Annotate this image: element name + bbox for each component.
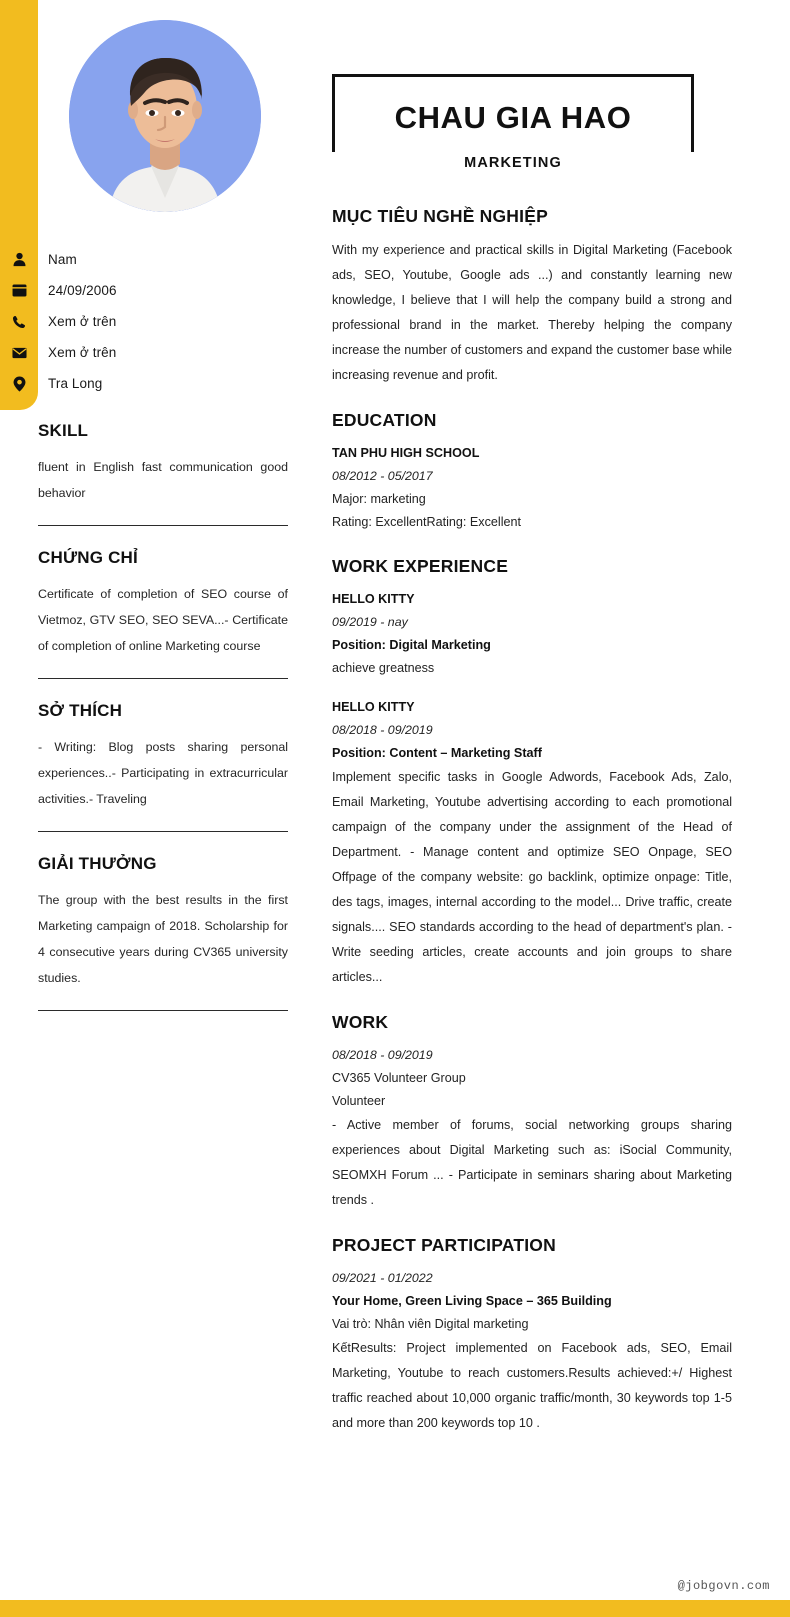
section-education — [332, 410, 732, 534]
education-entry — [332, 442, 732, 534]
section-heading-project: PROJECT PARTICIPATION — [332, 1235, 556, 1255]
volunteer-role: Volunteer — [332, 1094, 386, 1108]
work-entry — [332, 1044, 732, 1213]
section-heading-awards: GIẢI THƯỞNG — [38, 854, 157, 873]
work-org: HELLO KITTY — [332, 700, 415, 714]
section-skill — [0, 421, 304, 506]
contact-value-gender: Nam — [48, 252, 77, 267]
section-project-participation — [332, 1235, 732, 1436]
work-dates: 09/2019 - nay — [332, 615, 408, 629]
section-heading-work: WORK — [332, 1012, 389, 1032]
work-description: achieve greatness — [332, 661, 435, 675]
portrait-photo — [69, 20, 261, 212]
avatar-container — [0, 0, 320, 232]
volunteer-description: - Active member of forums, social networking groups sharing experiences about Digital Marketing such as: iSocial Community, SEOMXH Forum ... - Participate in seminars sharing about Marketing trends . — [332, 1118, 732, 1207]
contact-row-gender — [0, 244, 304, 275]
work-role: Position: Content – Marketing Staff — [332, 746, 542, 760]
divider — [38, 525, 288, 526]
project-description: KếtResults: Project implemented on Facebook ads, SEO, Email Marketing, Youtube to reach customers.Results achieved:+/ Highest traffic reached about 10,000 organic traffic/month, 30 keywords top 1-5 and more than 200 keywords top 10 . — [332, 1341, 732, 1430]
section-body-hobbies: - Writing: Blog posts sharing personal experiences..- Participating in extracurricular activities.- Traveling — [38, 740, 288, 806]
section-work — [332, 1012, 732, 1213]
work-description: Implement specific tasks in Google Adwords, Facebook Ads, Zalo, Email Marketing, Youtube advertising according to each promotional campaign of the company under the assignment of the Head of Department. - Manage content and optimize SEO Onpage, SEO Offpage of the company website: go backlink, optimize onpage: Title, des tags, images, internal according to the model... Drive traffic, create signals.... SEO standards according to the head of department's plan. - Write seeding articles, create accounts and join groups to share articles... — [332, 770, 732, 984]
section-body-awards: The group with the best results in the first Marketing campaign of 2018. Scholarship for 4 consecutive years during CV365 university studies. — [38, 893, 288, 985]
location-icon — [0, 376, 38, 392]
email-icon — [0, 347, 38, 359]
volunteer-org: CV365 Volunteer Group — [332, 1071, 466, 1085]
contact-row-address — [0, 368, 304, 399]
work-experience-entry — [332, 696, 732, 990]
name-block — [332, 74, 732, 184]
section-hobbies — [0, 701, 304, 812]
work-org: HELLO KITTY — [332, 592, 415, 606]
watermark: @jobgovn.com — [677, 1579, 770, 1593]
contact-value-phone: Xem ở trên — [48, 314, 117, 329]
education-dates: 08/2012 - 05/2017 — [332, 469, 433, 483]
section-certificates — [0, 548, 304, 659]
section-heading-objective: MỤC TIÊU NGHỀ NGHIỆP — [332, 206, 548, 226]
project-title: Your Home, Green Living Space – 365 Building — [332, 1294, 612, 1308]
section-career-objective — [332, 206, 732, 388]
avatar — [69, 20, 261, 212]
section-body-skill: fluent in English fast communication good behavior — [38, 460, 288, 500]
work-dates: 08/2018 - 09/2019 — [332, 723, 433, 737]
education-rating: Rating: ExcellentRating: Excellent — [332, 515, 522, 529]
contact-list — [0, 244, 304, 399]
contact-value-birthday: 24/09/2006 — [48, 283, 117, 298]
section-heading-work-experience: WORK EXPERIENCE — [332, 556, 509, 576]
contact-row-email — [0, 337, 304, 368]
section-body-certificates: Certificate of completion of SEO course of Vietmoz, GTV SEO, SEO SEVA...- Certificate of completion of online Marketing course — [38, 587, 288, 653]
divider — [38, 831, 288, 832]
section-body-objective: With my experience and practical skills in Digital Marketing (Facebook ads, SEO, Youtube, Google ads ...) and constantly learning new knowledge, I believe that I will help the company build a strong and professional brand in the market. Thereby helping the company increase the number of customers and expand the customer base while increasing revenue and profit. — [332, 243, 732, 382]
section-heading-skill: SKILL — [38, 421, 89, 440]
right-column — [320, 0, 790, 1438]
contact-row-phone — [0, 306, 304, 337]
calendar-icon — [0, 284, 38, 297]
section-work-experience — [332, 556, 732, 990]
volunteer-dates: 08/2018 - 09/2019 — [332, 1048, 433, 1062]
yellow-footer-bar — [0, 1600, 790, 1617]
section-heading-certificates: CHỨNG CHỈ — [38, 548, 138, 567]
phone-icon — [0, 315, 38, 329]
section-heading-education: EDUCATION — [332, 410, 437, 430]
work-experience-entry — [332, 588, 732, 680]
contact-value-address: Tra Long — [48, 376, 103, 391]
section-heading-hobbies: SỞ THÍCH — [38, 701, 123, 720]
section-awards — [0, 854, 304, 991]
person-icon — [0, 252, 38, 267]
contact-value-email: Xem ở trên — [48, 345, 117, 360]
education-school: TAN PHU HIGH SCHOOL — [332, 446, 480, 460]
work-role: Position: Digital Marketing — [332, 638, 491, 652]
project-dates: 09/2021 - 01/2022 — [332, 1271, 433, 1285]
left-column — [0, 0, 320, 1438]
project-entry — [332, 1267, 732, 1436]
page-title: CHAU GIA HAO — [394, 100, 632, 135]
project-role: Vai trò: Nhân viên Digital marketing — [332, 1317, 529, 1331]
education-major: Major: marketing — [332, 492, 426, 506]
divider — [38, 678, 288, 679]
contact-row-birthday — [0, 275, 304, 306]
divider — [38, 1010, 288, 1011]
job-title: MARKETING — [332, 152, 694, 174]
